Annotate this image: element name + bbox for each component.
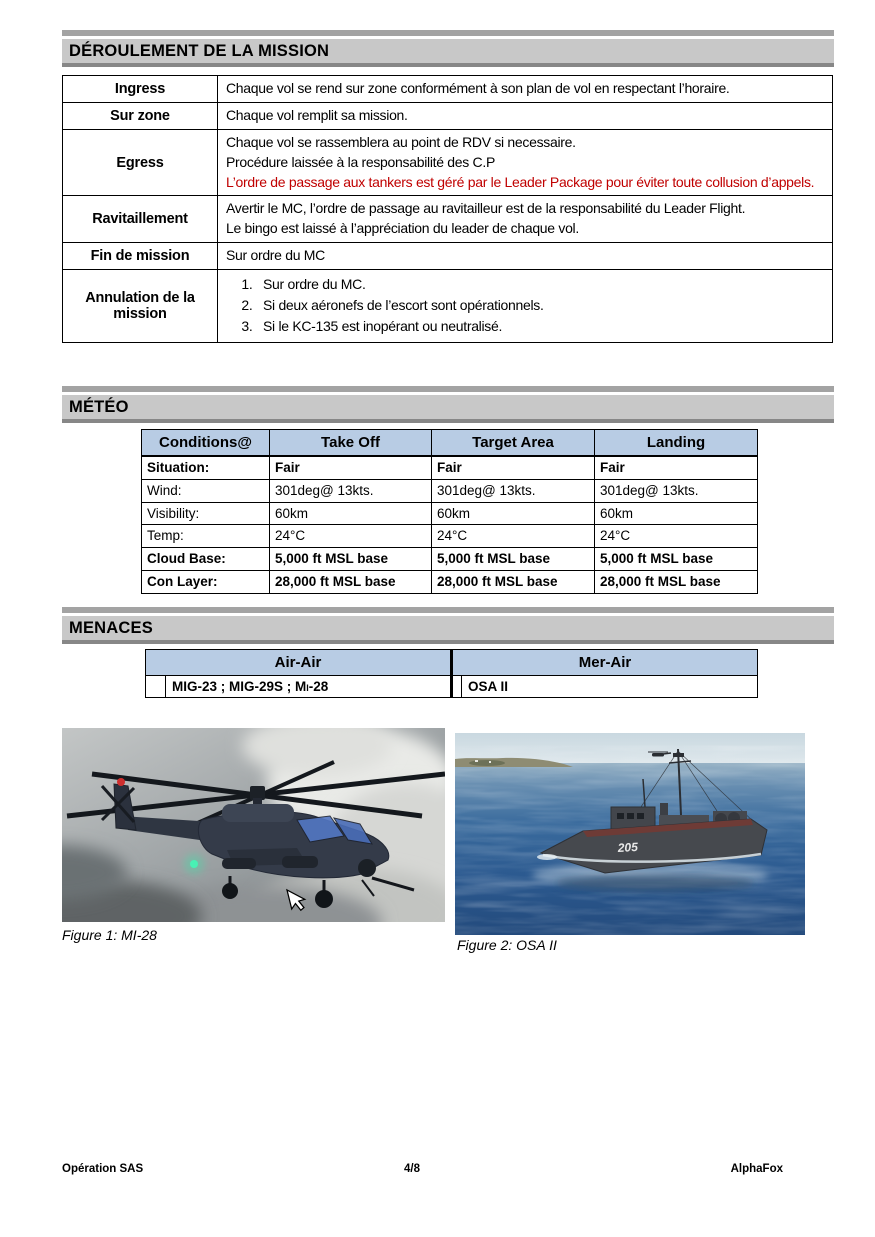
section-header-meteo [62, 386, 834, 423]
row-content [218, 243, 833, 270]
mi28-illustration [62, 728, 445, 922]
cell: Con Layer: [142, 571, 270, 594]
section-header-menaces [62, 607, 834, 644]
cell: 301deg@ 13kts. [432, 479, 595, 502]
cell: Visibility: [142, 502, 270, 525]
footer-page-number: 4/8 [404, 1163, 420, 1175]
table-row [146, 676, 758, 698]
cell: 28,000 ft MSL base [595, 571, 758, 594]
column-header: Landing [595, 430, 758, 457]
cell: 5,000 ft MSL base [595, 548, 758, 571]
cell: Cloud Base: [142, 548, 270, 571]
row-label: Fin de mission [63, 243, 218, 270]
cell: Wind: [142, 479, 270, 502]
cell: Fair [595, 456, 758, 479]
text-line: Le bingo est laissé à l’appréciation du leader de chaque vol. [226, 220, 579, 237]
row-content [218, 196, 833, 243]
table-row [142, 548, 758, 571]
cell: 60km [595, 502, 758, 525]
list-item: 2. Si deux aéronefs de l’escort sont opérationnels. [256, 296, 824, 316]
table-row [142, 571, 758, 594]
row-label: Sur zone [63, 102, 218, 129]
table-row [63, 129, 833, 196]
mer-air-threats: OSA II [462, 676, 758, 698]
figure-2-caption: Figure 2: OSA II [457, 937, 557, 953]
cell: 24°C [432, 525, 595, 548]
row-label: Annulation de la mission [63, 270, 218, 343]
section-title: MÉTÉO [62, 395, 834, 423]
cell: Temp: [142, 525, 270, 548]
column-header: Mer-Air [452, 650, 758, 676]
cancellation-list [226, 275, 824, 337]
air-air-threats: MIG-23 ; MIG-29S ; Mi-28 [166, 676, 452, 698]
list-item: 3. Si le KC-135 est inopérant ou neutralisé. [256, 317, 824, 337]
text-line: Chaque vol se rassemblera au point de RDV si necessaire. [226, 133, 576, 150]
cell: 24°C [270, 525, 432, 548]
cell: 301deg@ 13kts. [270, 479, 432, 502]
text-line: Procédure laissée à la responsabilité des C.P [226, 153, 495, 170]
section-top-strip [62, 607, 834, 613]
empty-cell [146, 676, 166, 698]
row-content [218, 76, 833, 103]
column-header: Conditions@ [142, 430, 270, 457]
row-label: Egress [63, 129, 218, 196]
osa2-illustration [455, 733, 805, 935]
hull-number: 205 [617, 839, 639, 855]
text-line: Chaque vol se rend sur zone conformément à son plan de vol en respectant l’horaire. [226, 80, 730, 96]
weather-table [141, 429, 758, 594]
mi28-photo [62, 728, 445, 922]
text-line: Sur ordre du MC [226, 247, 325, 264]
cell: 28,000 ft MSL base [270, 571, 432, 594]
table-row [142, 456, 758, 479]
cell: Fair [270, 456, 432, 479]
section-title: MENACES [62, 616, 834, 644]
list-item: 1. Sur ordre du MC. [256, 275, 824, 295]
table-row [63, 270, 833, 343]
threats-table [145, 649, 758, 698]
table-row [63, 76, 833, 103]
row-content [218, 129, 833, 196]
text-line: Avertir le MC, l’ordre de passage au ravitailleur est de la responsabilité du Leader Flight. [226, 200, 746, 217]
cell: 24°C [595, 525, 758, 548]
cell: Fair [432, 456, 595, 479]
cell: 5,000 ft MSL base [270, 548, 432, 571]
section-title: DÉROULEMENT DE LA MISSION [62, 39, 834, 67]
cell: 60km [270, 502, 432, 525]
threats-header-row [146, 650, 758, 676]
cell: 301deg@ 13kts. [595, 479, 758, 502]
row-content [218, 270, 833, 343]
text-line-red: L’ordre de passage aux tankers est géré par le Leader Package pour éviter toute collusion d’appels. [226, 173, 815, 190]
cell: 28,000 ft MSL base [432, 571, 595, 594]
figure-1-caption: Figure 1: MI-28 [62, 927, 157, 943]
table-row [63, 243, 833, 270]
table-row [142, 479, 758, 502]
table-row [63, 102, 833, 129]
footer-author: AlphaFox [730, 1163, 783, 1175]
column-header: Target Area [432, 430, 595, 457]
column-header: Air-Air [146, 650, 452, 676]
cell: 5,000 ft MSL base [432, 548, 595, 571]
table-row [142, 502, 758, 525]
row-label: Ravitaillement [63, 196, 218, 243]
table-row [142, 525, 758, 548]
table-row [63, 196, 833, 243]
footer-document-title: Opération SAS [62, 1163, 144, 1175]
section-header-mission [62, 30, 834, 67]
section-top-strip [62, 386, 834, 392]
cell: Situation: [142, 456, 270, 479]
mission-table [62, 75, 833, 343]
column-header: Take Off [270, 430, 432, 457]
empty-cell [452, 676, 462, 698]
osa2-photo [455, 733, 805, 935]
row-label: Ingress [63, 76, 218, 103]
weather-header-row [142, 430, 758, 457]
row-content [218, 102, 833, 129]
section-top-strip [62, 30, 834, 36]
cell: 60km [432, 502, 595, 525]
text-line: Chaque vol remplit sa mission. [226, 106, 408, 123]
